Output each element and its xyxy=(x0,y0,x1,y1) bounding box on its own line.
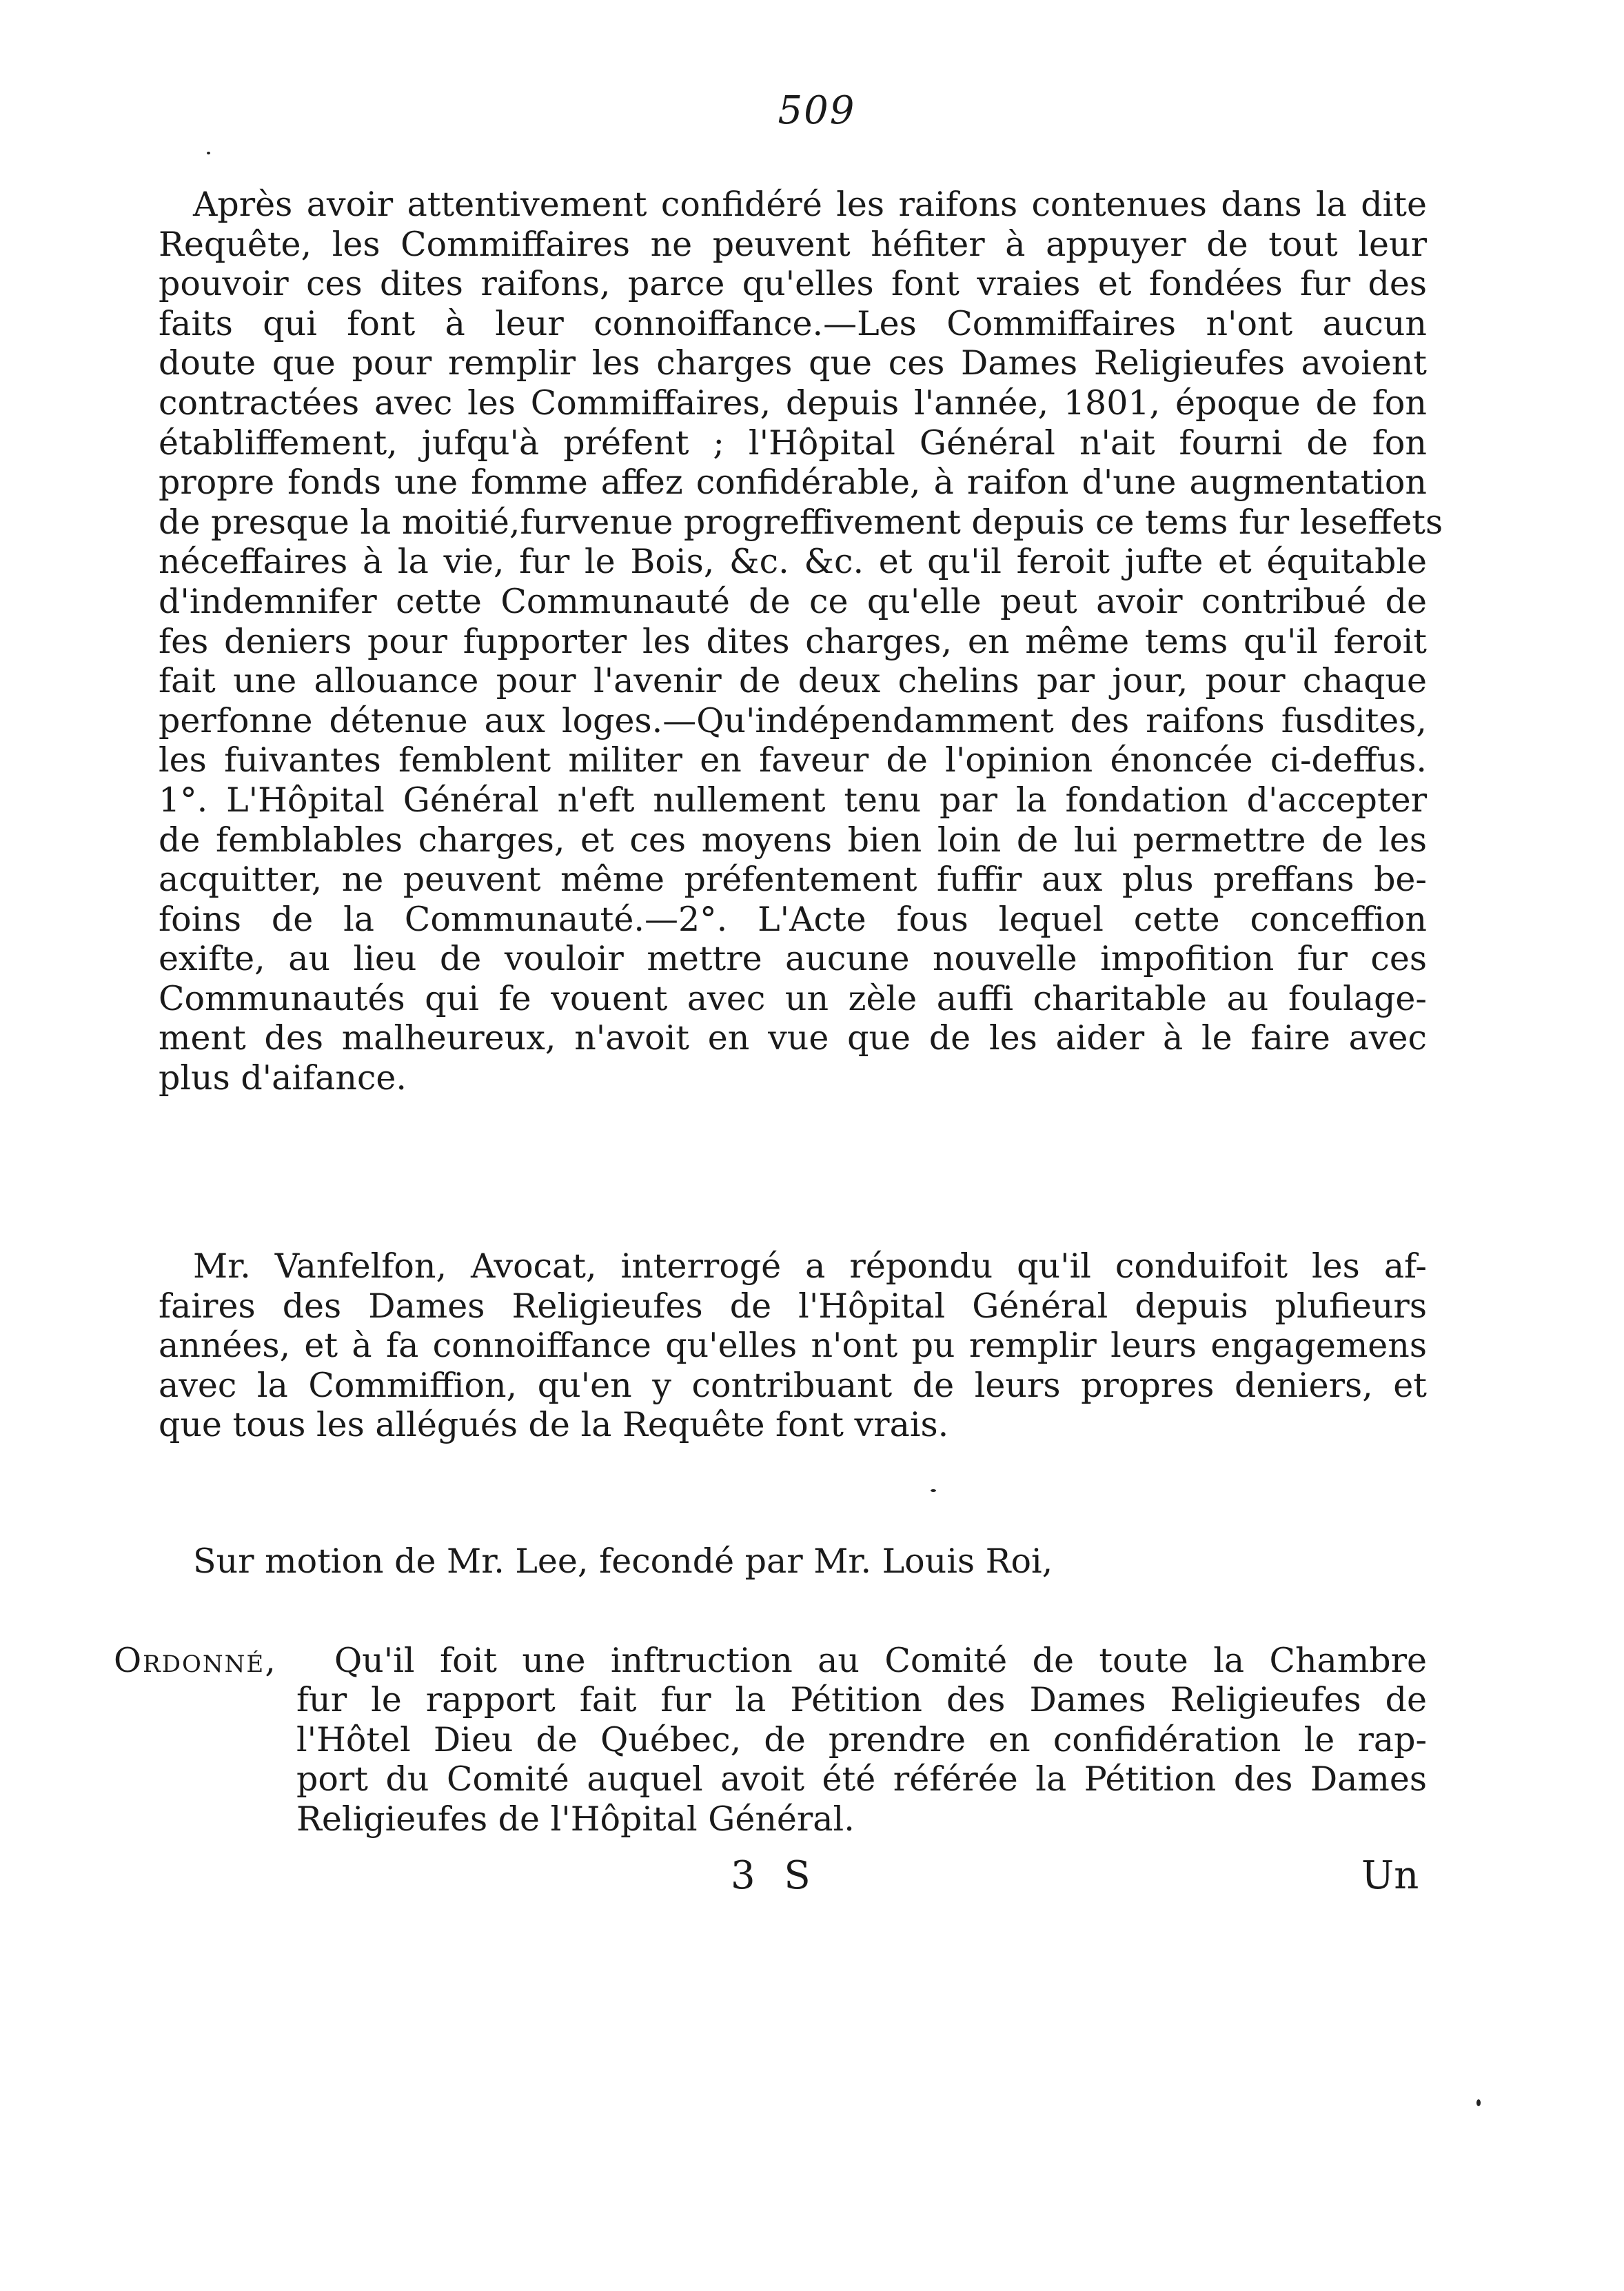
text-line: faires des Dames Religieufes de l'Hôpital Général depuis plufieurs xyxy=(159,1286,1427,1326)
text-line: doute que pour remplir les charges que ces Dames Religieufes avoient xyxy=(159,343,1427,383)
text-line: port du Comité auquel avoit été référée la Pétition des Dames xyxy=(296,1759,1427,1799)
text-line: 1°. L'Hôpital Général n'eft nullement tenu par la fondation d'accepter xyxy=(159,780,1427,820)
text-line: plus d'aifance. xyxy=(159,1058,407,1098)
text-line: avec la Commiffion, qu'en y contribuant de leurs propres deniers, et xyxy=(159,1365,1427,1405)
text-line: Requête, les Commiffaires ne peuvent héfiter à appuyer de tout leur xyxy=(159,224,1427,264)
text-line: Sur motion de Mr. Lee, fecondé par Mr. Louis Roi, xyxy=(193,1542,1053,1581)
text-line: années, et à fa connoiffance qu'elles n'ont pu remplir leurs engagemens xyxy=(159,1326,1427,1366)
text-line: établiffement, jufqu'à préfent ; l'Hôpital Général n'ait fourni de fon xyxy=(159,423,1427,463)
ink-speck xyxy=(207,152,210,154)
ordonne-label: Ordonné, xyxy=(114,1641,277,1680)
text-line: foins de la Communauté.—2°. L'Acte fous lequel cette conceffion xyxy=(159,899,1427,939)
order-first-line xyxy=(334,1641,1427,1681)
motion-line xyxy=(159,1542,1427,1582)
page-number: 509 xyxy=(778,88,856,133)
text-line: Religieufes de l'Hôpital Général. xyxy=(296,1799,855,1839)
text-line: fur le rapport fait fur la Pétition des Dames Religieufes de xyxy=(296,1680,1427,1719)
text-line: ment des malheureux, n'avoit en vue que de les aider à le faire avec xyxy=(159,1018,1427,1058)
text-line: pouvoir ces dites raifons, parce qu'elles font vraies et fondées fur des xyxy=(159,264,1427,304)
text-line: néceffaires à la vie, fur le Bois, &c. &c. et qu'il feroit jufte et équitable xyxy=(159,542,1427,582)
paragraph-vanfelfon-testimony xyxy=(159,1247,1427,1445)
text-line: Mr. Vanfelfon, Avocat, interrogé a répondu qu'il conduifoit les af- xyxy=(193,1247,1427,1286)
text-line: faits qui font à leur connoiffance.—Les Commiffaires n'ont aucun xyxy=(159,303,1427,343)
text-line: acquitter, ne peuvent même préfentement fuffir aux plus preffans be- xyxy=(159,860,1427,900)
printer-signature-mark: 3 S xyxy=(731,1853,819,1898)
text-line: l'Hôtel Dieu de Québec, de prendre en confidération le rap- xyxy=(296,1719,1427,1759)
text-line: contractées avec les Commiffaires, depuis l'année, 1801, époque de fon xyxy=(159,383,1427,423)
text-line: d'indemnifer cette Communauté de ce qu'elle peut avoir contribué de xyxy=(159,581,1427,621)
text-line: de femblables charges, et ces moyens bien loin de lui permettre de les xyxy=(159,820,1427,860)
ink-speck xyxy=(1476,2099,1481,2106)
text-line: Après avoir attentivement confidéré les raifons contenues dans la dite xyxy=(193,185,1427,224)
text-line: que tous les allégués de la Requête font vrais. xyxy=(159,1405,949,1445)
text-line: les fuivantes femblent militer en faveur de l'opinion énoncée ci-deffus. xyxy=(159,740,1427,780)
text-line: propre fonds une fomme affez confidérable, à raifon d'une augmentation xyxy=(159,463,1427,503)
text-line: perfonne détenue aux loges.—Qu'indépendamment des raifons fusdites, xyxy=(159,700,1427,740)
paragraph-commissioners-report xyxy=(159,185,1443,1098)
text-line: exifte, au lieu de vouloir mettre aucune nouvelle impofition fur ces xyxy=(159,939,1427,979)
text-line: fait une allouance pour l'avenir de deux chelins par jour, pour chaque xyxy=(159,661,1427,701)
text-line: Qu'il foit une inftruction au Comité de toute la Chambre xyxy=(334,1641,1427,1680)
text-line: Communautés qui fe vouent avec un zèle auffi charitable au foulage- xyxy=(159,978,1427,1018)
text-line: fes deniers pour fupporter les dites charges, en même tems qu'il feroit xyxy=(159,621,1427,661)
ink-speck xyxy=(931,1489,936,1492)
catchword: Un xyxy=(1361,1853,1419,1898)
order-continuation xyxy=(296,1680,1427,1839)
text-line: de presque la moitié,furvenue progreffivement depuis ce tems fur leseffets xyxy=(159,502,1443,542)
